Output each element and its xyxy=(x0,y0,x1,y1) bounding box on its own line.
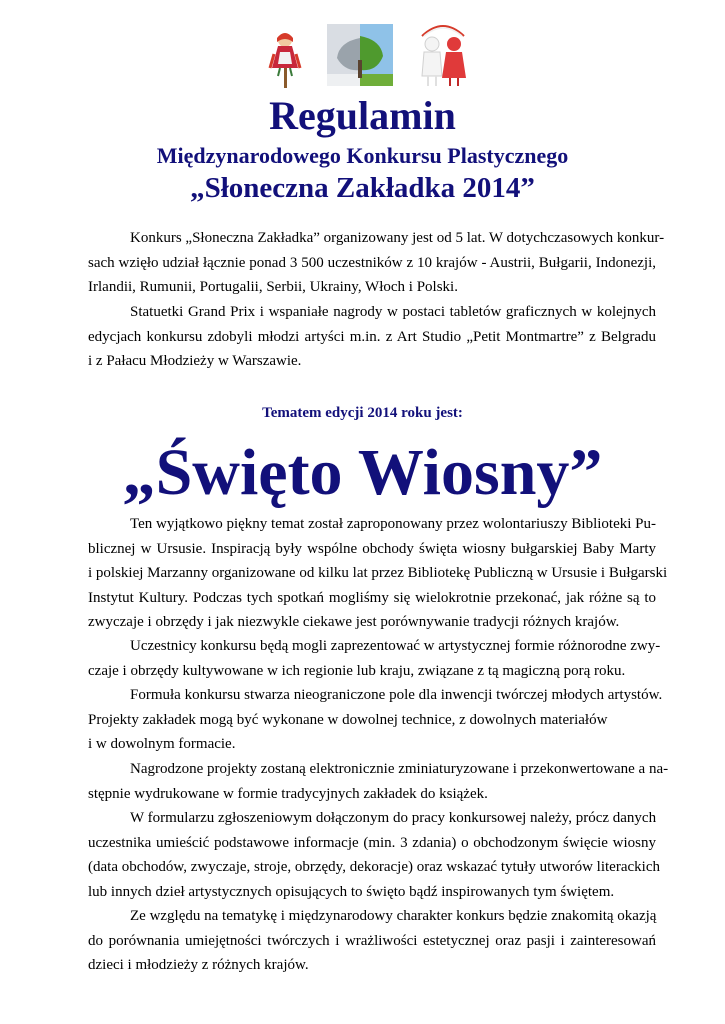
intro-paragraph-2 xyxy=(88,300,656,374)
text-line: blicznej w Ursusie. Inspiracją były wspólne obchody święta wiosny bułgarskiej Baby Marty xyxy=(88,540,656,557)
text-line: Statuetki Grand Prix i wspaniałe nagrody w postaci tabletów graficznych w kolejnych xyxy=(130,304,656,320)
text-line: lub innych dzieł artystycznych opisujących to święto bądź inspirowanych tym świętem. xyxy=(88,883,615,900)
page-title: Regulamin xyxy=(269,93,456,138)
body-paragraph-5 xyxy=(88,806,660,904)
theme-intro: Tematem edycji 2014 roku jest: xyxy=(262,405,463,421)
text-line: Uczestnicy konkursu będą mogli zaprezentować w artystycznej formie różnorodne zwy- xyxy=(130,638,661,654)
seasonal-tree-icon xyxy=(327,24,393,86)
text-line: W formularzu zgłoszeniowym dołączonym do pracy konkursowej należy, prócz danych xyxy=(130,810,657,826)
text-line: Formuła konkursu stwarza nieograniczone pole dla inwencji twórczej młodych artystów. xyxy=(130,687,663,703)
contest-name: „Słoneczna Zakładka 2014” xyxy=(190,172,535,204)
text-line: i z Pałacu Młodzieży w Warszawie. xyxy=(88,353,302,369)
text-line: edycjach konkursu zdobyli młodzi artyści m.in. z Art Studio „Petit Montmartre” z Belgradu xyxy=(88,328,656,345)
text-line: uczestnika umieścić podstawowe informacje (min. 3 zdania) o obchodzonym święcie wiosny xyxy=(88,834,656,851)
text-line: dzieci i młodzieży z różnych krajów. xyxy=(88,957,309,973)
text-line: Nagrodzone projekty zostaną elektronicznie zminiaturyzowane i przekonwertowane a na- xyxy=(130,761,669,777)
body-paragraph-4 xyxy=(88,757,669,806)
text-line: Ze względu na tematykę i międzynarodowy charakter konkurs będzie znakomitą okazją xyxy=(130,908,657,924)
text-line: Projekty zakładek mogą być wykonane w dowolnej technice, z dowolnych materiałów xyxy=(88,711,608,728)
page-subtitle: Międzynarodowego Konkursu Plastycznego xyxy=(156,143,569,168)
body-paragraph-6 xyxy=(88,904,656,978)
text-line: Konkurs „Słoneczna Zakładka” organizowany jest od 5 lat. W dotychczasowych konkur- xyxy=(130,230,665,246)
body-paragraph-2 xyxy=(88,634,661,683)
text-line: Ten wyjątkowo piękny temat został zaproponowany przez wolontariuszy Biblioteki Pu- xyxy=(130,516,656,532)
body-paragraph-3 xyxy=(88,683,663,757)
body-paragraph-1 xyxy=(88,512,668,635)
text-line: (data obchodów, zwyczaje, stroje, obrzędy, dekoracje) oraz wskazać tytuły utworów literackich xyxy=(88,859,660,875)
header-images xyxy=(0,22,725,90)
martenitsa-pair-icon xyxy=(414,22,472,88)
text-line: i w dowolnym formacie. xyxy=(88,736,236,752)
text-line: sach wzięło udział łącznie ponad 3 500 uczestników z 10 krajów - Austrii, Bułgarii, Indonezji, xyxy=(88,254,656,271)
text-line: czaje i obrzędy kultywowane w ich regionie lub kraju, związane z tą magiczną porą roku. xyxy=(88,662,626,679)
text-line: Irlandii, Rumunii, Portugalii, Serbii, Ukrainy, Włoch i Polski. xyxy=(88,279,458,295)
text-line: stępnie wydrukowane w formie tradycyjnych zakładek do książek. xyxy=(88,785,488,802)
text-line: i polskiej Marzanny organizowane od kilku lat przez Bibliotekę Publiczną w Ursusie i Bułgarski xyxy=(88,565,668,581)
martenitsa-doll-icon xyxy=(268,28,302,90)
theme-title: „Święto Wiosny” xyxy=(122,436,603,509)
text-line: zwyczaje i obrzędy i jak niezwykle ciekawe jest porównywanie tradycji różnych krajów. xyxy=(88,614,620,630)
text-line: Instytut Kultury. Podczas tych spotkań mogliśmy się wielokrotnie przekonać, jak różne są to xyxy=(88,589,656,606)
intro-paragraph-1 xyxy=(88,226,665,300)
text-line: do porównania umiejętności twórczych i wrażliwości estetycznej oraz pasji i zainteresowań xyxy=(88,932,656,949)
